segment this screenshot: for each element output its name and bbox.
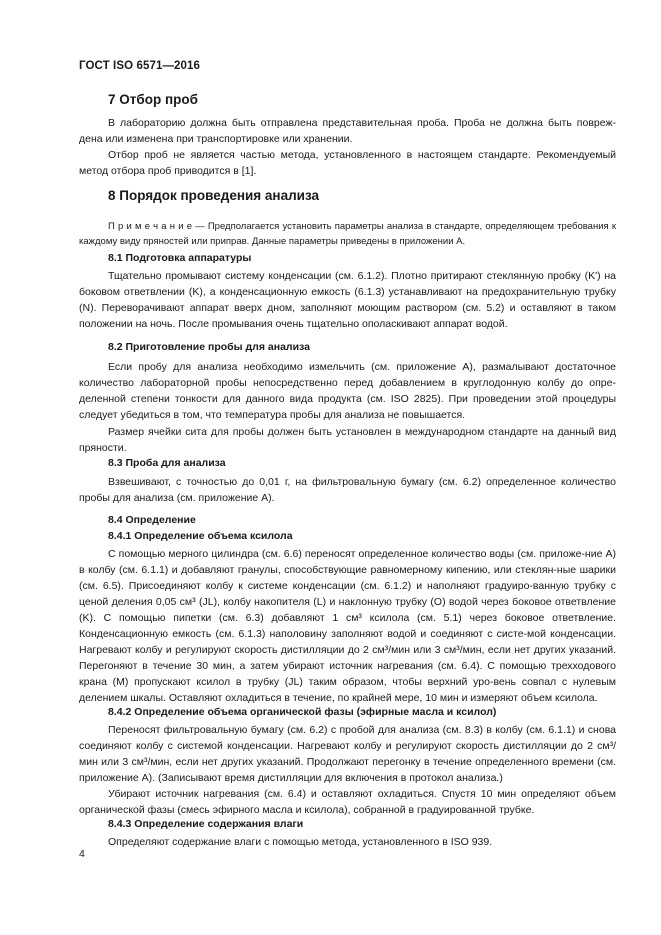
section-7-title: 7 Отбор проб xyxy=(108,92,198,107)
section-8-4-2-title: 8.4.2 Определение объема органической фазы (эфирные масла и ксилол) xyxy=(108,706,497,718)
section-8-3-paragraph: Взвешивают, с точностью до 0,01 г, на фильтровальную бумагу (см. 6.2) определенное количество пробы для анализа (см. приложение А). xyxy=(79,476,616,504)
section-8-4-1-title: 8.4.1 Определение объема ксилола xyxy=(108,530,293,542)
document-header: ГОСТ ISO 6571—2016 xyxy=(79,60,201,72)
section-8-4-3-title: 8.4.3 Определение содержания влаги xyxy=(108,818,304,830)
section-8-1-title: 8.1 Подготовка аппаратуры xyxy=(108,252,252,264)
page-number: 4 xyxy=(79,848,85,860)
section-8-4-2-paragraph-1: Переносят фильтровальную бумагу (см. 6.2) с пробой для анализа (см. 8.3) в колбу (см. 6.1.1) и снова соединяют колбу с системой конденсации. Нагревают колбу и регулируют скорость дистилляции до 2 см³/мин или 3 см³/мин, если нет других указаний. Продолжают перегонку в течение определенного времени (см. приложение А). (Записывают время дистилляции для включения в протокол анализа.) xyxy=(79,724,616,784)
section-8-1-paragraph: Тщательно промывают систему конденсации (см. 6.1.2). Плотно притирают стеклянную пробку (K') на боковом ответвлении (K), а конденсационную емкость (6.1.3) устанавливают на предохранительную трубку (N). Переворачивают аппарат вверх дном, заполняют моющим раствором (см. 5.2) и оставляют в таком положении на ночь. После промывания очень тщательно ополаскивают аппарат водой. xyxy=(79,270,616,330)
section-8-note: П р и м е ч а н и е — Предполагается установить параметры анализа в стандарте, определяющем требования к каждому виду пряностей или приправ. Данные параметры приведены в приложении А. xyxy=(79,221,616,247)
section-7-paragraph-2: Отбор проб не является частью метода, установленного в настоящем стандарте. Рекомендуемый метод отбора проб приводится в [1]. xyxy=(79,149,616,177)
section-8-4-title: 8.4 Определение xyxy=(108,514,196,526)
section-7-paragraph-1: В лабораторию должна быть отправлена представительная проба. Проба не должна быть повреж-дена или изменена при транспортировке или хранении. xyxy=(79,117,616,145)
section-8-4-2-paragraph-2: Убирают источник нагревания (см. 6.4) и оставляют охладиться. Спустя 10 мин определяют объем органической фазы (смесь эфирного масла и ксилола), собранной в градуированной трубке. xyxy=(79,788,616,816)
section-8-4-3-paragraph: Определяют содержание влаги с помощью метода, установленного в ISO 939. xyxy=(108,836,493,848)
section-8-3-title: 8.3 Проба для анализа xyxy=(108,457,226,469)
section-8-2-paragraph-1: Если пробу для анализа необходимо измельчить (см. приложение А), размалывают достаточное количество лабораторной пробы непосредственно перед добавлением в круглодонную колбу до опре-деленной степени тонкости для данного вида продукта (см. ISO 2825). При проведении этой процедуры следует убедиться в том, что температура пробы для анализа не повышается. xyxy=(79,361,616,421)
section-8-2-title: 8.2 Приготовление пробы для анализа xyxy=(108,341,310,353)
section-8-2-paragraph-2: Размер ячейки сита для пробы должен быть установлен в международном стандарте на данный вид пряности. xyxy=(79,426,616,454)
section-8-4-1-paragraph: С помощью мерного цилиндра (см. 6.6) переносят определенное количество воды (см. приложе-ние А) в колбу (см. 6.1.1) и добавляют гранулы, способствующие равномерному кипению, или стеклян-ные шарики (см. 6.5). Присоединяют колбу к системе конденсации (см. 6.1.2) и наполняют градуиро-ванную трубку с ценой деления 0,05 см³ (JL), колбу накопителя (L) и наклонную трубку (O) водой через боковое ответвление (K). С помощью пипетки (см. 6.3) добавляют 1 см³ ксилола (см. 5.1) через боковое ответвление. Конденсационную емкость (см. 6.1.3) наполовину заполняют водой и соединяют с систе-мой конденсации. Нагревают колбу и регулируют скорость дистилляции до 2 см³/мин или 3 см³/мин, если нет других указаний. Перегоняют в течение 30 мин, а затем убирают источник нагревания (см. 6.4). С помощью трехходового крана (M) пропускают ксилол в трубку (JL) таким образом, чтобы верхний уро-вень совпал с нулевым делением шкалы. Оставляют охладиться в течение, по крайней мере, 10 мин и измеряют объем ксилола. xyxy=(79,548,616,704)
section-8-title: 8 Порядок проведения анализа xyxy=(108,188,319,203)
